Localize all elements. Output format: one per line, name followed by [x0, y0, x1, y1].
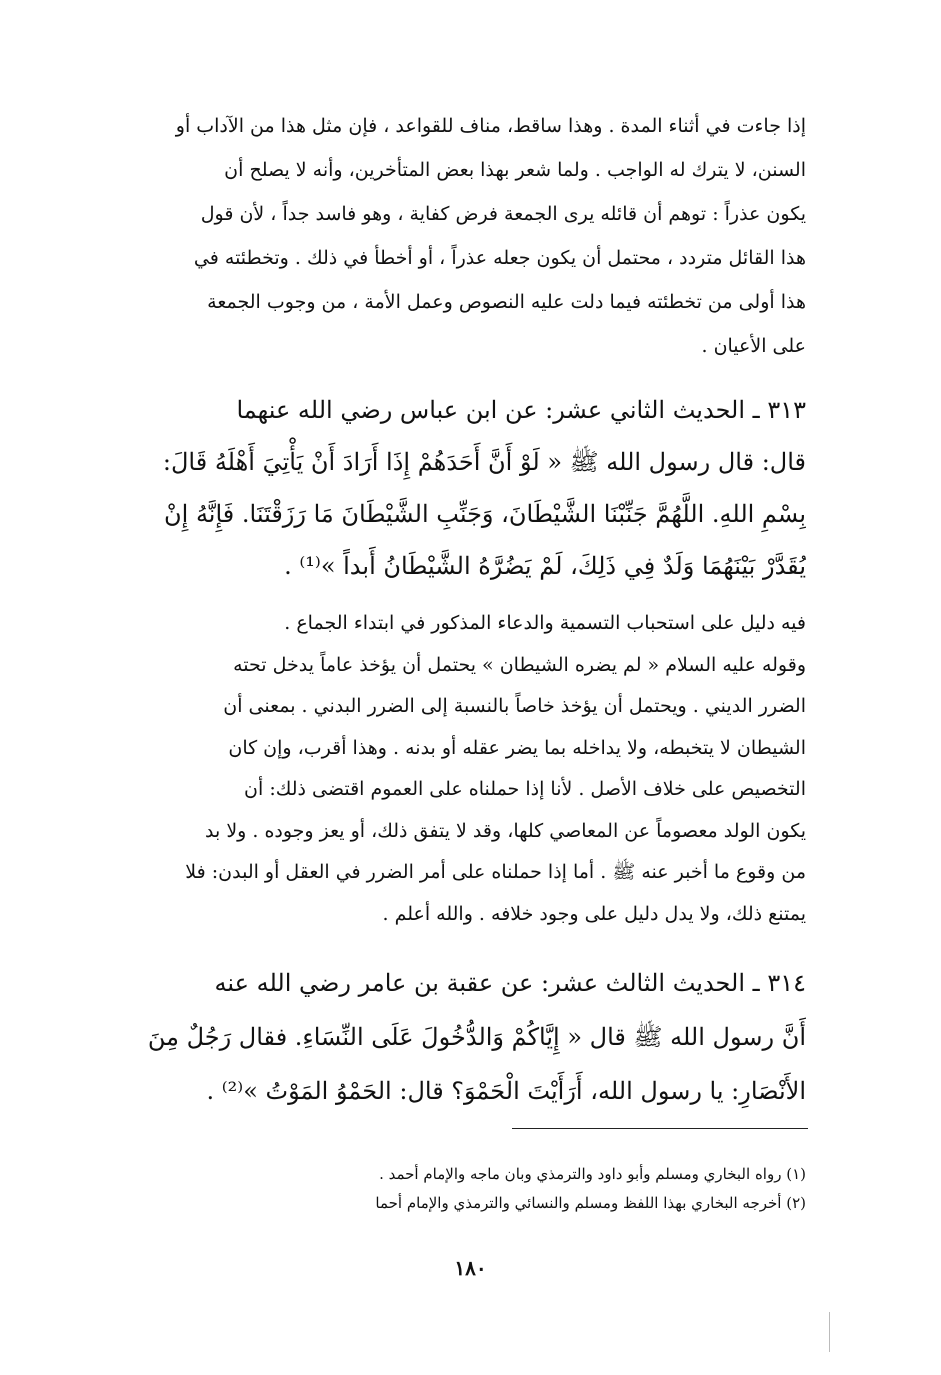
text-line: الشيطان لا يتخبطه، ولا يداخله بما يضر عقله أو بدنه . وهذا أقرب، وإن كان: [228, 736, 806, 759]
text-line: يكون الولد معصوماً عن المعاصي كلها، وقد لا يتفق ذلك، أو يعز وجوده . ولا بد: [205, 819, 806, 842]
hadith-line: يُقَدَّرْ بَيْنَهُمَا وَلَدٌ فِي ذَلِكَ، لَمْ يَضُرَّهُ الشَّيْطَانُ أَبداً »⁽¹⁾ .: [284, 552, 806, 580]
hadith-line: بِسْمِ اللهِ. اللَّهُمَّ جَنِّبْنَا الشَّيْطَانَ، وَجَنِّبِ الشَّيْطَانَ مَا رَزَقْتَنَا. فَإِنَّهُ إِنْ: [164, 500, 806, 528]
hadith-line: قال: قال رسول الله ﷺ « لَوْ أَنَّ أَحَدَهُمْ إِذَا أَرَادَ أَنْ يَأْتِيَ أَهْلَهُ قَالَ:: [162, 448, 806, 476]
footnote-separator: [512, 1128, 808, 1129]
text-line: هذا القائل متردد ، محتمل أن يكون جعله عذراً ، أو أخطأ في ذلك . وتخطئته في: [193, 247, 806, 269]
hadith-line: ٣١٤ ـ الحديث الثالث عشر: عن عقبة بن عامر رضي الله عنه: [214, 969, 806, 997]
hadith-line: أَنَّ رسول الله ﷺ قال « إِيَّاكُمْ وَالدُّخُولَ عَلَى النِّسَاءِ. فقال رَجُلٌ مِنَ: [147, 1023, 806, 1051]
hadith-314: [78, 956, 806, 1118]
hadith-line: الأَنْصَارِ: يا رسول الله، أَرَأَيْتَ الْحَمْوَ؟ قال: الحَمْوُ المَوْتُ »⁽²⁾ .: [206, 1077, 806, 1105]
text-line: إذا جاءت في أثناء المدة . وهذا ساقط، مناف للقواعد ، فإن مثل هذا من الآداب أو: [175, 115, 806, 137]
commentary-paragraph: [78, 603, 806, 935]
footnotes: [78, 1160, 806, 1218]
text-line: يكون عذراً : توهم أن قائله يرى الجمعة فرض كفاية ، وهو فاسد جداً ، لأن قول: [200, 203, 806, 225]
text-line: وقوله عليه السلام « لم يضره الشيطان » يحتمل أن يؤخذ عاماً يدخل تحته: [233, 653, 806, 676]
text-line: على الأعيان .: [701, 335, 806, 357]
text-line: هذا أولى من تخطئته فيما دلت عليه النصوص وعمل الأمة ، من وجوب الجمعة: [207, 291, 806, 313]
text-line: من وقوع ما أخبر عنه ﷺ . أما إذا حملناه على أمر الضرر في العقل أو البدن: فلا: [185, 861, 806, 883]
hadith-313: [78, 384, 806, 592]
hadith-line: ٣١٣ ـ الحديث الثاني عشر: عن ابن عباس رضي الله عنهما: [236, 396, 806, 424]
text-line: السنن، لا يترك له الواجب . ولما شعر بهذا بعض المتأخرين، وأنه لا يصلح أن: [224, 159, 806, 181]
commentary-paragraph: [78, 104, 806, 368]
footnote: (٢) أخرجه البخاري بهذا اللفظ ومسلم والنسائي والترمذي والإمام أحما: [375, 1194, 806, 1212]
text-line: فيه دليل على استحباب التسمية والدعاء المذكور في ابتداء الجماع .: [284, 612, 806, 634]
text-line: التخصيص على خلاف الأصل . لأنا إذا حملناه على العموم اقتضى ذلك: أن: [244, 778, 806, 800]
text-line: الضرر الديني . ويحتمل أن يؤخذ خاصاً بالنسبة إلى الضرر البدني . بمعنى أن: [223, 695, 806, 717]
scan-mark: [829, 1312, 830, 1352]
page-number: ١٨٠: [454, 1256, 487, 1280]
footnote: (١) رواه البخاري ومسلم وأبو داود والترمذي وبان ماجه والإمام أحمد .: [379, 1165, 806, 1183]
text-line: يمتنع ذلك، ولا يدل دليل على وجود خلافه . والله أعلم .: [382, 902, 806, 925]
